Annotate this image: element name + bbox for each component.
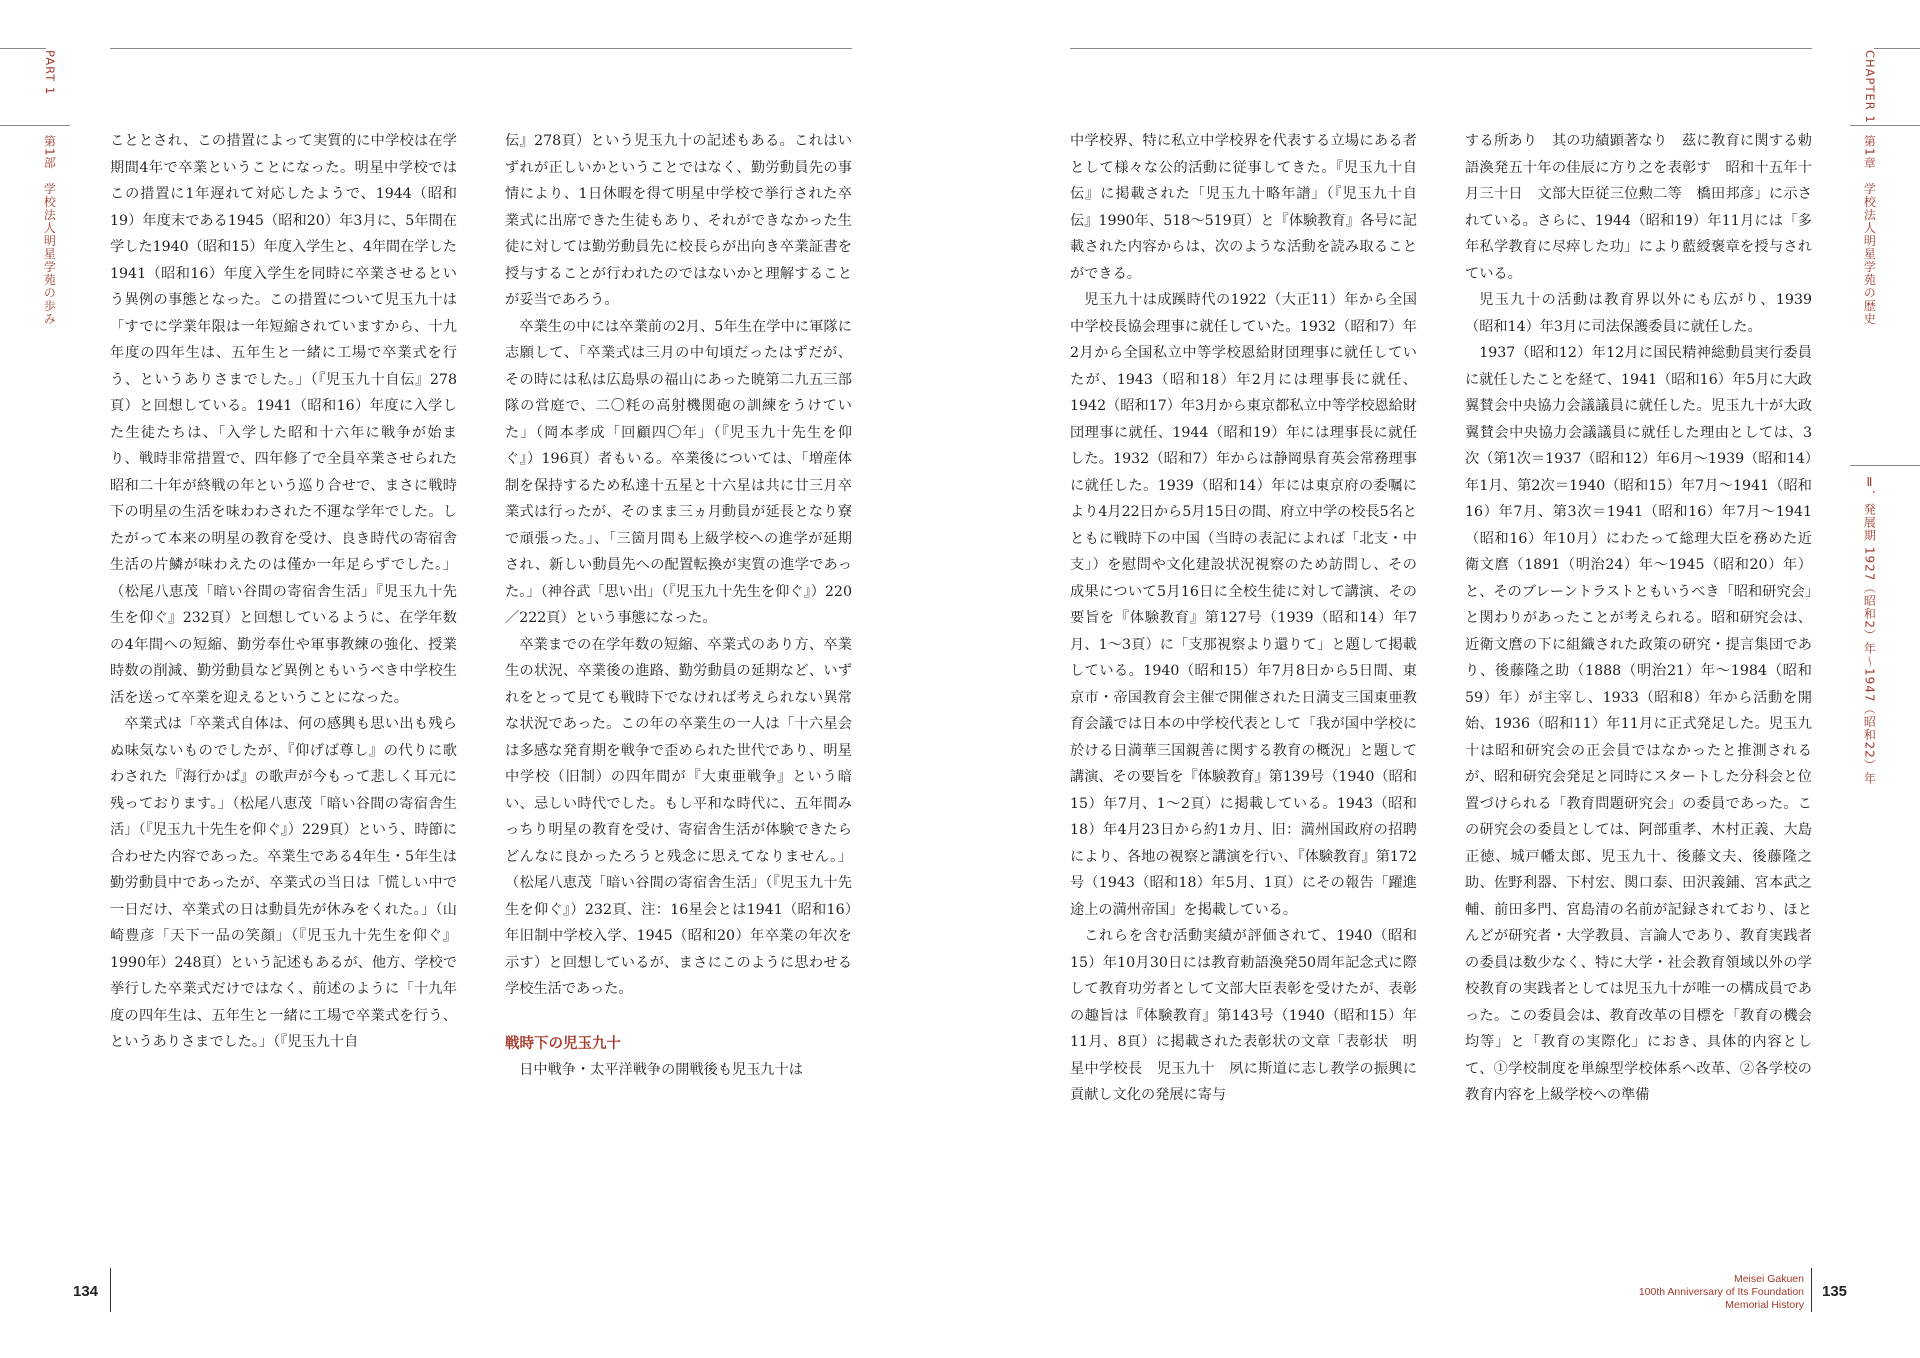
- body-paragraph: 伝』278頁）という児玉九十の記述もある。これはいずれが正しいかということではなく、勤労動員先の事情により、1日休暇を得て明星中学校で挙行された卒業式に出席できた生徒もあり、それができなかった生徒に対しては勤労動員先に校長らが出向き卒業証書を授与することが行われたのではないかと理解することが妥当であろう。: [505, 133, 852, 308]
- body-paragraph: 中学校界、特に私立中学校界を代表する立場にある者として様々な公的活動に従事してきた。『児玉九十自伝』に掲載された「児玉九十略年譜」（『児玉九十自伝』1990年、518〜519頁）と『体験教育』各号に記載された内容からは、次のような活動を読み取ることができる。: [1070, 133, 1417, 282]
- footer-title-line: 100th Anniversary of Its Foundation: [1638, 1286, 1804, 1298]
- book-footer-title: [1639, 1273, 1804, 1312]
- right-page-number-bar: [1811, 1268, 1812, 1312]
- body-paragraph: 卒業までの在学年数の短縮、卒業式のあり方、卒業生の状況、卒業後の進路、勤労動員の延期など、いずれをとって見ても戦時下でなければ考えられない異常な状況であった。この年の卒業生の一人は「十六星会は多感な発育期を戦争で歪められた世代であり、明星中学校（旧制）の四年間が『大東亜戦争』という暗い、忌しい時代でした。もし平和な時代に、五年間みっちり明星の教育を受け、寄宿舎生活が体験できたらどんなに良かったろうと残念に思えてなりません。」（松尾八恵茂「暗い谷間の寄宿舎生活」（『児玉九十先生を仰ぐ』）232頁、注：16星会とは1941（昭和16）年旧制中学校入学、1945（昭和20）年卒業の年次を示す）と回想しているが、まさにこのように思わせる学校生活であった。: [505, 636, 852, 997]
- body-paragraph: 1937（昭和12）年12月に国民精神総動員実行委員に就任したことを経て、1941（昭和16）年5月に大政翼賛会中央協力会議議員に就任した。児玉九十が大政翼賛会中央協力会議議員に就任した理由としては、3次（第1次＝1937（昭和12）年6月〜1939（昭和14）年1月、第2次＝1940（昭和15）年7月〜1941（昭和16）年7月、第3次＝1941（昭和16）年7月〜1941（昭和16）年10月）にわたって総理大臣を務めた近衛文麿（1891（明治24）年〜1945（昭和20）年）と、そのブレーントラストともいうべき「昭和研究会」と関わりがあったことが考えられる。昭和研究会は、近衛文麿の下に組織された政策の研究・提言集団であり、後藤隆之助（1888（明治21）年〜1984（昭和59）年）が主宰し、1933（昭和8）年から活動を開始、1936（昭和11）年11月に正式発足した。児玉九十は昭和研究会の正会員ではなかったと推測されるが、昭和研究会発足と同時にスタートした分科会と位置づけられる「教育問題研究会」の委員であった。この研究会の委員としては、阿部重孝、木村正義、大島正徳、城戸幡太郎、児玉九十、後藤文夫、後藤隆之助、佐野利器、下村宏、関口泰、田沢義鋪、宮本武之輔、前田多門、宮島清の名前が記録されており、ほとんどが研究者・大学教員、言論人であり、教育実践者の委員は数少なく、特に大学・社会教育領域以外の学校教育の実践者としては児玉九十が唯一の構成員であった。この委員会は、教育改革の目標を「教育の機会均等」と「教育の実際化」におき、具体的内容として、①学校制度を単線型学校体系へ改革、②各学校の教育内容を上級学校への準備: [1465, 345, 1812, 1103]
- left-page-number-bar: [110, 1268, 111, 1312]
- left-margin-divider: [0, 125, 70, 126]
- left-section-label: 第1部 学校法人明星学苑の歩み: [42, 135, 57, 326]
- left-page-number: 134: [73, 1283, 99, 1300]
- body-paragraph: こととされ、この措置によって実質的に中学校は在学期間4年で卒業ということになった。明星中学校ではこの措置に1年遅れて対応したようで、1944（昭和19）年度末である1945（昭和20）年3月に、5年間在学した1940（昭和15）年度入学生と、4年間在学した1941（昭和16）年度入学生を同時に卒業させるという異例の事態となった。この措置について児玉九十は「すでに学業年限は一年短縮されていますから、十九年度の四年生は、五年生と一緒に工場で卒業式を行う、というありさまでした。」（『児玉九十自伝』278頁）と回想している。1941（昭和16）年度に入学した生徒たちは、「入学した昭和十六年に戦争が始まり、戦時非常措置で、四年修了で全員卒業させられた昭和二十年が終戦の年という巡り合せで、まさに戦時下の明星の生活を味わわされた不運な学年でした。したがって本来の明星の教育を受け、良き時代の寄宿舎生活の片鱗が味わえたのは僅か一年足らずでした。」（松尾八恵茂「暗い谷間の寄宿舎生活」『児玉九十先生を仰ぐ』232頁）と回想しているように、在学年数の4年間への短縮、勤労奉仕や軍事教練の強化、授業時数の削減、勤労動員など異例ともいうべき中学校生活を送って卒業を迎えるということになった。: [110, 133, 457, 706]
- right-period-label: Ⅱ．発展期 1927（昭和2）年〜1947（昭和22）年: [1862, 475, 1877, 785]
- top-rule-left-margin: [0, 48, 46, 49]
- top-rule-right-margin: [1874, 48, 1920, 49]
- top-rule-right: [1070, 48, 1812, 49]
- right-running-head: CHAPTER 1: [1862, 50, 1877, 124]
- right-page-number: 135: [1822, 1283, 1848, 1300]
- body-paragraph: する所あり 其の功績顕著なり 茲に教育に関する勅語渙発五十年の佳辰に方り之を表彰す 昭和十五年十月三十日 文部大臣従三位勲二等 橋田邦彦」に示されている。さらに、1944（昭和19）年11月には「多年私学教育に尽瘁した功」により藍綬褒章を授与されている。: [1465, 133, 1812, 282]
- right-page-column-1: [1070, 128, 1417, 1198]
- body-paragraph: 卒業生の中には卒業前の2月、5年生在学中に軍隊に志願して、「卒業式は三月の中旬頃だったはずだが、その時には私は広島県の福山にあった暁第二九五三部隊の営庭で、二〇粍の高射機関砲の訓練をうけていた」（岡本孝成「回顧四〇年」（『児玉九十先生を仰ぐ』）196頁）者もいる。卒業後については、「増産体制を保持するため私達十五星と十六星は共に廿三月卒業式は行ったが、そのまま三ヵ月動員が延長となり寮で頑張った。」、「三箇月間も上級学校への進学が延期され、新しい動員先への配置転換が実質の進学であった。」（神谷武「思い出」（『児玉九十先生を仰ぐ』）220／222頁）という事態になった。: [505, 318, 852, 626]
- footer-title-line: Memorial History: [1725, 1299, 1804, 1311]
- right-page-column-2: [1465, 128, 1812, 1198]
- body-paragraph: 児玉九十は成蹊時代の1922（大正11）年から全国中学校長協会理事に就任していた。1932（昭和7）年2月から全国私立中等学校恩給財団理事に就任していたが、1943（昭和18）年2月には理事長に就任、1942（昭和17）年3月から東京都私立中等学校恩給財団理事に就任、1944（昭和19）年には理事長に就任した。1932（昭和7）年からは静岡県育英会常務理事に就任した。1939（昭和14）年には東京府の委嘱により4月22日から5月15日の間、府立中学の校長5名とともに戦時下の中国（当時の表記によれば「北支・中支」）を慰問や文化建設状況視察のため訪問し、その成果について5月16日に全校生徒に対して講演、その要旨を『体験教育』第127号（1939（昭和14）年7月、1〜3頁）に「支那視察より還りて」と題して掲載している。1940（昭和15）年7月8日から5日間、東京市・帝国教育会主催で開催された日満支三国東亜教育会議では日本の中学校代表として「我が国中学校に於ける日満華三国親善に関する教育の概況」と題して講演、その要旨を『体験教育』第139号（1940（昭和15）年7月、1〜2頁）に掲載している。1943（昭和18）年4月23日から約1カ月、旧：満州国政府の招聘により、各地の視察と講演を行い、『体験教育』第172号（1943（昭和18）年5月、1頁）にその報告「躍進途上の満州帝国」を掲載している。: [1070, 292, 1417, 918]
- body-paragraph: 日中戦争・太平洋戦争の開戦後も児玉九十は: [519, 1062, 803, 1078]
- body-paragraph: 児玉九十の活動は教育界以外にも広がり、1939（昭和14）年3月に司法保護委員に就任した。: [1465, 292, 1812, 335]
- footer-title-line: Meisei Gakuen: [1733, 1273, 1804, 1285]
- left-running-head: PART 1: [42, 50, 57, 96]
- top-rule-left: [110, 48, 852, 49]
- body-paragraph: これらを含む活動実績が評価されて、1940（昭和15）年10月30日には教育勅語渙発50周年記念式に際して教育功労者として文部大臣表彰を受けたが、表彰の趣旨は『体験教育』第143号（1940（昭和15）年11月、8頁）に掲載された表彰状の文章「表彰状 明星中学校長 児玉九十 夙に斯道に志し教学の振興に貢献し文化の発展に寄与: [1070, 928, 1417, 1103]
- body-paragraph: 卒業式は「卒業式自体は、何の感興も思い出も残らぬ味気ないものでしたが、『仰げば尊し』の代りに歌わされた『海行かば』の歌声が今もって悲しく耳元に残っております。」（松尾八恵茂「暗い谷間の寄宿舎生活」（『児玉九十先生を仰ぐ』）229頁）という、時節に合わせた内容であった。卒業生である4年生・5年生は勤労動員中であったが、卒業式の当日は「慌しい中で一日だけ、卒業式の日は動員先が休みをくれた。」（山崎豊彦「天下一品の笑顔」（『児玉九十先生を仰ぐ』1990年）248頁）という記述もあるが、他方、学校で挙行した卒業式だけではなく、前述のように「十九年度の四年生は、五年生と一緒に工場で卒業式を行う、というありさまでした。」（『児玉九十自: [110, 716, 457, 1050]
- section-heading: 戦時下の児玉九十: [505, 1035, 621, 1052]
- right-section-label: 第1章 学校法人明星学苑の歴史: [1862, 135, 1877, 326]
- right-margin-divider-2: [1850, 465, 1920, 466]
- right-margin-divider-1: [1850, 125, 1920, 126]
- left-page-column-1: [110, 128, 457, 1198]
- left-page-column-2: [505, 128, 852, 1198]
